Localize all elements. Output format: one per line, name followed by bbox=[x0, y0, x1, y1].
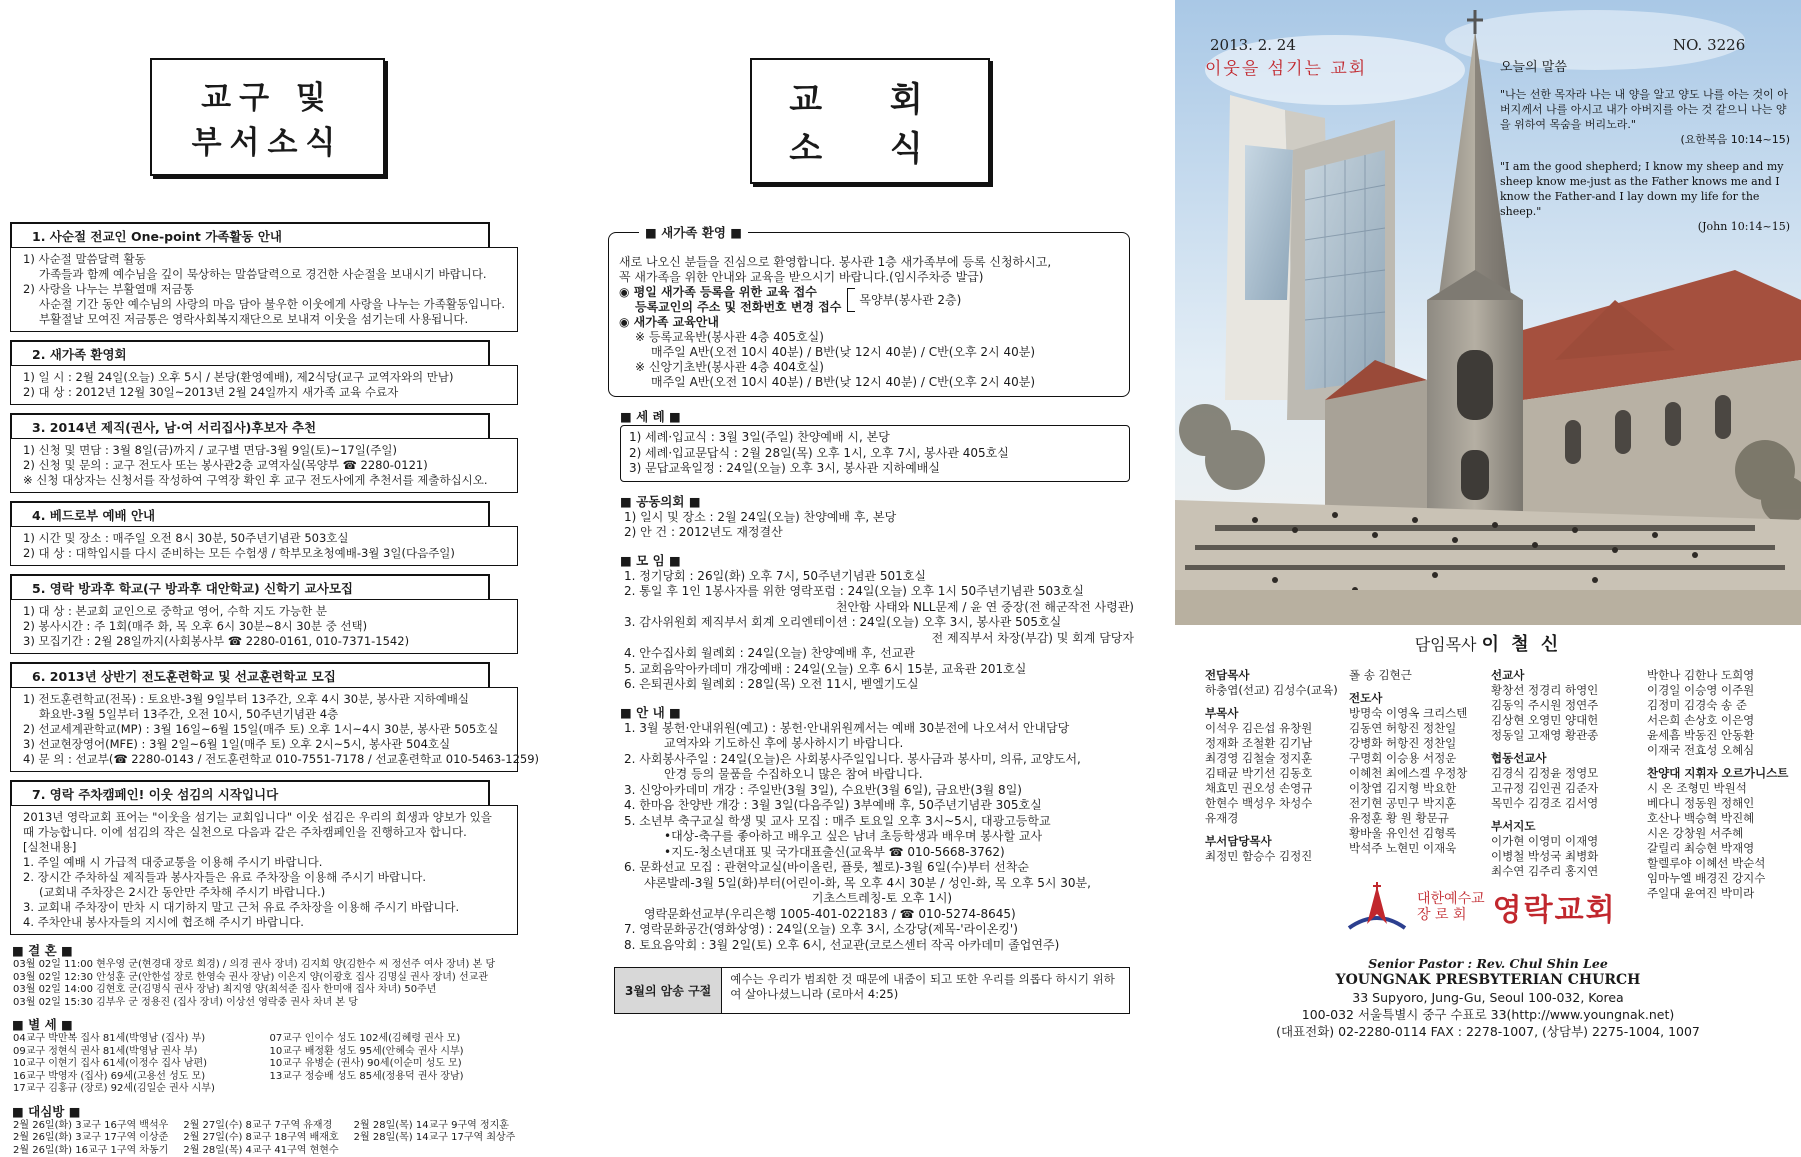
visitation-entry bbox=[354, 1145, 518, 1157]
footer-phone: (대표전화) 02-2280-0114 FAX : 2278-1007, (상담부) 2275-1004, 1007 bbox=[1175, 1023, 1801, 1040]
staff-names: 이재국 전효성 오혜심 bbox=[1647, 743, 1795, 758]
meeting-entry: 전 제직부서 차장(부감) 및 회계 담당자 bbox=[624, 631, 1140, 647]
department-news bbox=[10, 222, 518, 935]
news-line: 사순절 기간 동안 예수님의 사랑의 마음 담아 불우한 이웃에게 사랑을 나누는 가족활동입니다. bbox=[23, 297, 509, 312]
logo-church-name: 영락교회 bbox=[1493, 885, 1617, 929]
staff-names: 유재경 bbox=[1205, 811, 1343, 826]
news-section-body bbox=[10, 247, 518, 332]
visitation-entry: 2월 27일(수) 8교구 7구역 유재경 bbox=[183, 1120, 347, 1133]
staff-names: 김동익 주시원 정연주 bbox=[1491, 698, 1641, 713]
news-line: 2) 대 상 : 2012년 12월 30일~2013년 2월 24일까지 새가족 교육 수료자 bbox=[23, 385, 509, 400]
footer-address-korean: 100-032 서울특별시 중구 수표로 33(http://www.youngnak.net) bbox=[1175, 1006, 1801, 1023]
meeting-list bbox=[600, 569, 1140, 693]
staff-group-heading: 협동선교사 bbox=[1491, 751, 1641, 766]
wedding-entry: 03월 02일 12:30 안성훈 군(안한섭 장로 한영숙 권사 장남) 이은지 양(이광호 집사 김명실 권사 장녀) 선교관 bbox=[13, 972, 518, 985]
cover-photo bbox=[1175, 0, 1801, 625]
wedding-section bbox=[10, 941, 518, 1009]
staff-names: 최정민 함승수 김정진 bbox=[1205, 849, 1343, 864]
staff-group-heading: 전도사 bbox=[1349, 691, 1485, 706]
newcomer-bullet-2-text: 등록교인의 주소 및 전화번호 변경 접수 bbox=[619, 300, 841, 315]
staff-names: 시 온 조형민 박원석 bbox=[1647, 781, 1795, 796]
notice-entry: 6. 문화선교 모집 : 관현악교실(바이올린, 플룻, 첼로)-3월 6일(수)부터 선착순 bbox=[624, 860, 1140, 876]
staff-names: 김상현 오영민 양대헌 bbox=[1491, 713, 1641, 728]
news-line: 가족들과 함께 예수님을 깊이 묵상하는 말씀달력으로 경건한 사순절을 보내시기 바랍니다. bbox=[23, 267, 509, 282]
staff-names: 하충엽(선교) 김성수(교육) bbox=[1205, 683, 1343, 698]
news-line: (교회내 주차장은 2시간 동안만 주차해 주시기 바랍니다.) bbox=[23, 885, 509, 900]
staff-names: 황바울 유인선 김형록 bbox=[1349, 826, 1485, 841]
wedding-entry: 03월 02일 14:00 김현호 군(김명식 권사 장남) 최지영 양(최석준 집사 한미애 집사 차녀) 50주년 bbox=[13, 984, 518, 997]
staff-names: 전기현 공민구 박지훈 bbox=[1349, 796, 1485, 811]
news-line: 2) 대 상 : 대학입시를 다시 준비하는 모든 수험생 / 학부모초청예배-3월 3일(다음주일) bbox=[23, 546, 509, 561]
newcomer-class-2-times: 매주일 A반(오전 10시 40분) / B반(낮 12시 40분) / C반(오후 2시 40분) bbox=[619, 375, 1121, 390]
notice-entry: 4. 한마음 찬양반 개강 : 3월 3일(다음주일) 3부예배 후, 50주년기념관 305호실 bbox=[624, 798, 1140, 814]
funeral-entry bbox=[270, 1083, 519, 1096]
funeral-entry: 17교구 김홍규 (장로) 92세(김일순 권사 시부) bbox=[13, 1083, 262, 1096]
staff-directory bbox=[1205, 668, 1795, 901]
notice-entry: 2. 사회봉사주일 : 24일(오늘)은 사회봉사주일입니다. 봉사금과 봉사미, 의류, 교양도서, bbox=[624, 752, 1140, 768]
senior-pastor bbox=[1175, 630, 1801, 656]
staff-names: 고규정 김인권 김준자 bbox=[1491, 781, 1641, 796]
notice-entry: •지도-청소년대표 및 국가대표출신(교육부 ☎ 010-5668-3762) bbox=[624, 845, 1140, 861]
staff-names: 최경영 김철술 정지훈 bbox=[1205, 751, 1343, 766]
news-section-heading: 5. 영락 방과후 학교(구 방과후 대안학교) 신학기 교사모집 bbox=[10, 574, 490, 599]
funeral-heading: ■ 별 세 ■ bbox=[10, 1015, 518, 1033]
notice-list bbox=[600, 721, 1140, 954]
today-verse bbox=[1500, 60, 1790, 234]
staff-column bbox=[1491, 668, 1641, 901]
news-section-heading: 1. 사순절 전교인 One-point 가족활동 안내 bbox=[10, 222, 490, 247]
meeting-entry: 2. 통일 후 1인 1봉사자를 위한 영락포럼 : 24일(오늘) 오후 1시 50주년기념관 503호실 bbox=[624, 584, 1140, 600]
news-line: 2) 봉사시간 : 주 1회(매주 화, 목 오후 6시 30분~8시 30분 중 선택) bbox=[23, 619, 509, 634]
visitation-entry: 2월 27일(수) 8교구 18구역 배재호 bbox=[183, 1132, 347, 1145]
news-line: 3) 선교현장영어(MFE) : 3월 2일~6월 1일(매주 토) 오후 2시~5시, 봉사관 504호실 bbox=[23, 737, 509, 752]
staff-names: 김경식 김정윤 정영모 bbox=[1491, 766, 1641, 781]
news-line: 2) 신청 및 문의 : 교구 전도사 또는 봉사관2층 교역자실(목양부 ☎ 2280-0121) bbox=[23, 458, 509, 473]
staff-names: 윤세흠 박동진 안동환 bbox=[1647, 728, 1795, 743]
senior-pastor-label: 담임목사 bbox=[1415, 635, 1477, 654]
meeting-entry: 4. 안수집사회 월례회 : 24일(오늘) 찬양예배 후, 선교관 bbox=[624, 646, 1140, 662]
newcomer-class-1: ※ 등록교육반(봉사관 4층 405호실) bbox=[619, 330, 1121, 345]
newcomer-bullet-1 bbox=[619, 285, 1121, 315]
notice-heading: ■ 안 내 ■ bbox=[600, 703, 1140, 721]
staff-names: 김정미 김경숙 송 준 bbox=[1647, 698, 1795, 713]
notice-entry: 8. 토요음악회 : 3월 2일(토) 오후 6시, 선교관(코로스센터 작곡 아카데미 졸업연주) bbox=[624, 938, 1140, 954]
news-section-heading: 2. 새가족 환영회 bbox=[10, 340, 490, 365]
wedding-entry: 03월 02일 15:30 김부우 군 정용진 (집사 장녀) 이상선 영락중 권사 차녀 본 당 bbox=[13, 997, 518, 1010]
church-slogan: 이웃을 섬기는 교회 bbox=[1205, 54, 1367, 79]
newcomer-education-heading: ◉ 새가족 교육안내 bbox=[619, 315, 1121, 330]
news-section-body bbox=[10, 805, 518, 935]
newcomer-class-2: ※ 신앙기초반(봉사관 4층 404호실) bbox=[619, 360, 1121, 375]
visitation-entry: 2월 28일(목) 14교구 17구역 최상주 bbox=[354, 1132, 518, 1145]
staff-names: 박한나 김한나 도희영 bbox=[1647, 668, 1795, 683]
notice-entry: 5. 소년부 축구교실 학생 및 교사 모집 : 매주 토요일 오후 3시~5시, 대광고등학교 bbox=[624, 814, 1140, 830]
council-list bbox=[600, 510, 1140, 541]
staff-names: 베다니 정동원 정해인 bbox=[1647, 796, 1795, 811]
news-section-heading: 3. 2014년 제직(권사, 남·여 서리집사)후보자 추천 bbox=[10, 413, 490, 438]
news-line: 2013년 영락교회 표어는 "이웃을 섬기는 교회입니다" 이웃 섬김은 우리의 희생과 양보가 있을 bbox=[23, 810, 509, 825]
footer-church-english: YOUNGNAK PRESBYTERIAN CHURCH bbox=[1175, 972, 1801, 989]
church-logo bbox=[1345, 880, 1617, 934]
notice-entry: 안경 등의 물품을 수집하오니 많은 참여 바랍니다. bbox=[624, 767, 1140, 783]
newcomer-heading: ■ 새가족 환영 ■ bbox=[639, 225, 748, 240]
baptism-list bbox=[620, 425, 1130, 482]
visitation-entry: 2월 26일(화) 16교구 1구역 차동기 bbox=[13, 1145, 177, 1157]
news-section bbox=[10, 662, 518, 772]
staff-names: 호산나 백승혁 박진혜 bbox=[1647, 811, 1795, 826]
staff-names: 이창엽 김지형 박요한 bbox=[1349, 781, 1485, 796]
visitation-entry: 2월 26일(화) 3교구 17구역 이상준 bbox=[13, 1132, 177, 1145]
meeting-entry: 1. 정기당회 : 26일(화) 오후 7시, 50주년기념관 501호실 bbox=[624, 569, 1140, 585]
meeting-entry: 6. 은퇴권사회 월례회 : 28일(목) 오전 11시, 벧엘기도실 bbox=[624, 677, 1140, 693]
news-section bbox=[10, 574, 518, 654]
visitation-list bbox=[10, 1120, 518, 1157]
staff-names: 주일대 윤여진 박미라 bbox=[1647, 886, 1795, 901]
newcomer-intro-1: 새로 나오신 분들을 진심으로 환영합니다. 봉사관 1층 새가족부에 등록 신청하시고, bbox=[619, 255, 1121, 270]
staff-names: 서은희 손상호 이은영 bbox=[1647, 713, 1795, 728]
issue-date: 2013. 2. 24 bbox=[1210, 36, 1296, 54]
news-section-body bbox=[10, 365, 518, 405]
news-section bbox=[10, 413, 518, 493]
baptism-entry: 1) 세례·입교식 : 3월 3일(주일) 찬양예배 시, 본당 bbox=[629, 430, 1121, 446]
staff-names: 폴 송 김현근 bbox=[1349, 668, 1485, 683]
news-line: 화요반-3월 5일부터 13주간, 오전 10시, 50주년기념관 4층 bbox=[23, 707, 509, 722]
wedding-list bbox=[10, 959, 518, 1009]
funeral-entry: 13교구 정승배 성도 85세(정용덕 권사 장남) bbox=[270, 1071, 519, 1084]
news-section bbox=[10, 780, 518, 935]
middle-page bbox=[600, 0, 1140, 1049]
staff-names: 목민수 김경조 김서영 bbox=[1491, 796, 1641, 811]
newcomer-welcome-box bbox=[608, 232, 1130, 397]
staff-group-heading: 찬양대 지휘자 오르가니스트 bbox=[1647, 766, 1795, 781]
staff-names: 한현수 백성우 차성수 bbox=[1205, 796, 1343, 811]
staff-names: 구명회 이승용 서정운 bbox=[1349, 751, 1485, 766]
today-verse-korean: "나는 선한 목자라 나는 내 양을 알고 양도 나를 아는 것이 아버지께서 나를 아시고 내가 아버지를 아는 것 같으니 나는 양을 위하여 목숨을 버리노라." bbox=[1500, 87, 1790, 132]
left-page-title: 교구 및 부서소식 bbox=[150, 58, 385, 176]
news-section-body bbox=[10, 599, 518, 654]
notice-entry: •대상-축구를 좋아하고 배우고 싶은 남녀 초등학생과 배우며 봉사할 교사 bbox=[624, 829, 1140, 845]
funeral-entry: 07교구 인이수 성도 102세(김혜령 권사 모) bbox=[270, 1033, 519, 1046]
news-section-body bbox=[10, 526, 518, 566]
logo-denomination-line-2: 장 로 회 bbox=[1417, 907, 1485, 923]
wedding-entry: 03월 02일 11:00 현우영 군(현경대 장로 희경) / 의경 권사 장녀) 김지희 양(김한수 씨 정선주 여사 장녀) 본 당 bbox=[13, 959, 518, 972]
staff-names: 임마누엘 배경진 강지수 bbox=[1647, 871, 1795, 886]
today-verse-english: "I am the good shepherd; I know my sheep and my sheep know me-just as the Father knows me and I know the Father-and I lay down my life for the sheep." bbox=[1500, 159, 1790, 219]
notice-entry: 샤론발레-3월 5일(화)부터(어린이-화, 목 오후 4시 30분 / 성인-화, 목 오후 5시 30분, bbox=[624, 876, 1140, 892]
staff-column bbox=[1205, 668, 1343, 901]
meeting-entry: 3. 감사위원회 제직부서 회계 오리엔테이션 : 24일(오늘) 오후 3시, 봉사관 505호실 bbox=[624, 615, 1140, 631]
news-line: 2. 장시간 주차하실 제직들과 봉사자들은 유료 주차장을 이용해 주시기 바랍니다. bbox=[23, 870, 509, 885]
staff-names: 김태균 박기선 김동호 bbox=[1205, 766, 1343, 781]
staff-names: 김동연 허항진 정찬일 bbox=[1349, 721, 1485, 736]
staff-names: 유정훈 황 원 황문규 bbox=[1349, 811, 1485, 826]
today-verse-english-ref: (John 10:14~15) bbox=[1500, 219, 1790, 234]
baptism-heading: ■ 세 례 ■ bbox=[600, 407, 1140, 425]
church-contact bbox=[1175, 955, 1801, 1040]
news-line: [실천내용] bbox=[23, 840, 509, 855]
news-section bbox=[10, 501, 518, 566]
memory-verse-text: 예수는 우리가 범죄한 것 때문에 내줌이 되고 또한 우리를 의롭다 하시기 위하여 살아나셨느니라 (로마서 4:25) bbox=[722, 968, 1129, 1013]
newcomer-intro-2: 꼭 새가족을 위한 안내와 교육을 받으시기 바랍니다.(임시주차증 발급) bbox=[619, 270, 1121, 285]
notice-entry: 1. 3월 봉헌·안내위원(예고) : 봉헌·안내위원께서는 예배 30분전에 나오셔서 안내담당 bbox=[624, 721, 1140, 737]
bracket-mark bbox=[847, 288, 855, 312]
staff-names: 이석우 김은섭 유창원 bbox=[1205, 721, 1343, 736]
visitation-section bbox=[10, 1102, 518, 1157]
newcomer-class-1-times: 매주일 A반(오전 10시 40분) / B반(낮 12시 40분) / C반(오후 2시 40분) bbox=[619, 345, 1121, 360]
footer-pastor-english: Senior Pastor : Rev. Chul Shin Lee bbox=[1175, 955, 1801, 972]
news-line: 1) 대 상 : 본교회 교인으로 중학교 영어, 수학 지도 가능한 분 bbox=[23, 604, 509, 619]
notice-entry: 교역자와 기도하신 후에 봉사하시기 바랍니다. bbox=[624, 736, 1140, 752]
staff-names: 이가현 이영미 이재영 bbox=[1491, 834, 1641, 849]
news-section-body bbox=[10, 438, 518, 493]
wedding-heading: ■ 결 혼 ■ bbox=[10, 941, 518, 959]
senior-pastor-name: 이 철 신 bbox=[1482, 634, 1562, 655]
news-line: 1) 일 시 : 2월 24일(오늘) 오후 5시 / 본당(환영예배), 제2식당(교구 교역자와의 만남) bbox=[23, 370, 509, 385]
staff-names: 정재화 조철환 김기남 bbox=[1205, 736, 1343, 751]
news-line: 3. 교회내 주차장이 만차 시 대기하지 말고 근처 유료 주차장을 이용해 주시기 바랍니다. bbox=[23, 900, 509, 915]
today-verse-title: 오늘의 말씀 bbox=[1500, 60, 1790, 75]
newcomer-office: 목양부(봉사관 2층) bbox=[859, 293, 961, 308]
news-section-heading: 4. 베드로부 예배 안내 bbox=[10, 501, 490, 526]
today-verse-korean-ref: (요한복음 10:14~15) bbox=[1500, 132, 1790, 147]
meeting-entry: 천안함 사태와 NLL문제 / 윤 연 중장(전 해군작전 사령관) bbox=[624, 600, 1140, 616]
news-line: 때 가능합니다. 이에 섬김의 작은 실천으로 다음과 같은 주차캠페인을 진행하고자 합니다. bbox=[23, 825, 509, 840]
staff-names: 황창선 정경리 하영인 bbox=[1491, 683, 1641, 698]
notice-entry: 3. 신앙아카데미 개강 : 주일반(3월 3일), 수요반(3월 6일), 금요반(3월 8일) bbox=[624, 783, 1140, 799]
news-line: 1) 전도훈련학교(전목) : 토요반-3월 9일부터 13주간, 오후 4시 30분, 봉사관 지하예배실 bbox=[23, 692, 509, 707]
news-line: 4. 주차안내 봉사자들의 지시에 협조해 주시기 바랍니다. bbox=[23, 915, 509, 930]
staff-names: 갈릴리 최승현 박재영 bbox=[1647, 841, 1795, 856]
memory-verse-label: 3월의 암송 구절 bbox=[615, 968, 722, 1013]
news-section-heading: 6. 2013년 상반기 전도훈련학교 및 선교훈련학교 모집 bbox=[10, 662, 490, 687]
staff-names: 정동일 고재영 황관종 bbox=[1491, 728, 1641, 743]
left-page bbox=[0, 0, 530, 1049]
staff-column bbox=[1349, 668, 1485, 901]
news-line: 1) 시간 및 장소 : 매주일 오전 8시 30분, 50주년기념관 503호실 bbox=[23, 531, 509, 546]
council-entry: 1) 일시 및 장소 : 2월 24일(오늘) 찬양예배 후, 본당 bbox=[624, 510, 1140, 526]
staff-names: 강병화 허항진 정찬일 bbox=[1349, 736, 1485, 751]
baptism-entry: 3) 문답교육일정 : 24일(오늘) 오후 3시, 봉사관 지하예배실 bbox=[629, 461, 1121, 477]
issue-number: NO. 3226 bbox=[1673, 36, 1745, 54]
funeral-entry: 10교구 유병순 (권사) 90세(이순미 성도 모) bbox=[270, 1058, 519, 1071]
funeral-section bbox=[10, 1015, 518, 1096]
news-line: 4) 문 의 : 선교부(☎ 2280-0143 / 전도훈련학교 010-7551-7178 / 선교훈련학교 010-5463-1259) bbox=[23, 752, 509, 767]
staff-names: 채효민 권오성 손영규 bbox=[1205, 781, 1343, 796]
visitation-entry: 2월 28일(목) 14교구 9구역 정지훈 bbox=[354, 1120, 518, 1133]
staff-group-heading: 부서담당목사 bbox=[1205, 834, 1343, 849]
news-line: ※ 신청 대상자는 신청서를 작성하여 구역장 확인 후 교구 전도사에게 추천서를 제출하십시오. bbox=[23, 473, 509, 488]
logo-denomination-line-1: 대한예수교 bbox=[1417, 891, 1485, 907]
staff-names: 이병철 박성국 최병화 bbox=[1491, 849, 1641, 864]
news-line: 1. 주일 예배 시 가급적 대중교통을 이용해 주시기 바랍니다. bbox=[23, 855, 509, 870]
funeral-entry: 16교구 박영자 (집사) 69세(고용선 성도 모) bbox=[13, 1071, 262, 1084]
staff-names: 박석주 노현민 이재욱 bbox=[1349, 841, 1485, 856]
funeral-entry: 09교구 정현식 권사 81세(박영남 권사 부) bbox=[13, 1046, 262, 1059]
news-line: 2) 선교세계관학교(MP) : 3월 16일~6월 15일(매주 토) 오후 1시~4시 30분, 봉사관 505호실 bbox=[23, 722, 509, 737]
news-line: 3) 모집기간 : 2월 28일까지(사회봉사부 ☎ 2280-0161, 010-7371-1542) bbox=[23, 634, 509, 649]
staff-names: 최수연 김주리 홍지연 bbox=[1491, 864, 1641, 879]
news-line: 1) 사순절 말씀달력 활동 bbox=[23, 252, 509, 267]
staff-names: 시온 강창원 서주혜 bbox=[1647, 826, 1795, 841]
funeral-entry: 10교구 이현기 집사 61세(이정수 집사 남편) bbox=[13, 1058, 262, 1071]
cover-page bbox=[1175, 0, 1801, 1049]
baptism-entry: 2) 세례·입교문답식 : 2월 28일(목) 오후 1시, 오후 7시, 봉사관 405호실 bbox=[629, 446, 1121, 462]
notice-entry: 영락문화선교부(우리은행 1005-401-022183 / ☎ 010-5274-8645) bbox=[624, 907, 1140, 923]
footer-address-english: 33 Supyoro, Jung-Gu, Seoul 100-032, Korea bbox=[1175, 989, 1801, 1006]
staff-column bbox=[1647, 668, 1795, 901]
funeral-entry: 04교구 박만복 집사 81세(박영남 (집사) 부) bbox=[13, 1033, 262, 1046]
notice-entry: 7. 영락문화공간(영화상영) : 24일(오늘) 오후 3시, 소강당(제목-'라이온킹') bbox=[624, 922, 1140, 938]
news-line: 부활절날 모여진 저금통은 영락사회복지재단으로 보내져 이웃을 섬기는데 사용됩니다. bbox=[23, 312, 509, 327]
visitation-entry: 2월 28일(목) 4교구 41구역 현현수 bbox=[183, 1145, 347, 1157]
staff-names: 할렐루야 이혜선 박순석 bbox=[1647, 856, 1795, 871]
staff-group-heading: 전담목사 bbox=[1205, 668, 1343, 683]
newcomer-bullet-1-text: ◉ 평일 새가족 등록을 위한 교육 접수 bbox=[619, 285, 841, 300]
news-line: 1) 신청 및 면담 : 3월 8일(금)까지 / 교구별 면담-3월 9일(토)~17일(주일) bbox=[23, 443, 509, 458]
middle-page-title: 교 회 소 식 bbox=[750, 58, 990, 184]
staff-names: 이혜천 최에스겔 우정창 bbox=[1349, 766, 1485, 781]
news-section-body bbox=[10, 687, 518, 772]
meeting-heading: ■ 모 임 ■ bbox=[600, 551, 1140, 569]
staff-group-heading: 부서지도 bbox=[1491, 819, 1641, 834]
logo-denomination bbox=[1417, 891, 1485, 923]
staff-names: 방명숙 이영옥 크리스텐 bbox=[1349, 706, 1485, 721]
church-logo-icon bbox=[1345, 880, 1409, 934]
meeting-entry: 5. 교회음악아카데미 개강예배 : 24일(오늘) 오후 6시 15분, 교육관 201호실 bbox=[624, 662, 1140, 678]
notice-entry: 기초스트레칭-토 오후 1시) bbox=[624, 891, 1140, 907]
news-section bbox=[10, 222, 518, 332]
news-line: 2) 사랑을 나누는 부활열매 저금통 bbox=[23, 282, 509, 297]
council-entry: 2) 안 건 : 2012년도 재정결산 bbox=[624, 525, 1140, 541]
visitation-heading: ■ 대심방 ■ bbox=[10, 1102, 518, 1120]
staff-group-heading: 부목사 bbox=[1205, 706, 1343, 721]
memory-verse-box bbox=[614, 967, 1130, 1014]
staff-names: 이경일 이승영 이주원 bbox=[1647, 683, 1795, 698]
funeral-list bbox=[10, 1033, 518, 1096]
visitation-entry: 2월 26일(화) 3교구 16구역 백석우 bbox=[13, 1120, 177, 1133]
news-section-heading: 7. 영락 주차캠페인! 이웃 섬김의 시작입니다 bbox=[10, 780, 490, 805]
staff-group-heading: 선교사 bbox=[1491, 668, 1641, 683]
news-section bbox=[10, 340, 518, 405]
funeral-entry: 10교구 배정환 성도 95세(안혜숙 권사 시부) bbox=[270, 1046, 519, 1059]
council-heading: ■ 공동의회 ■ bbox=[600, 492, 1140, 510]
